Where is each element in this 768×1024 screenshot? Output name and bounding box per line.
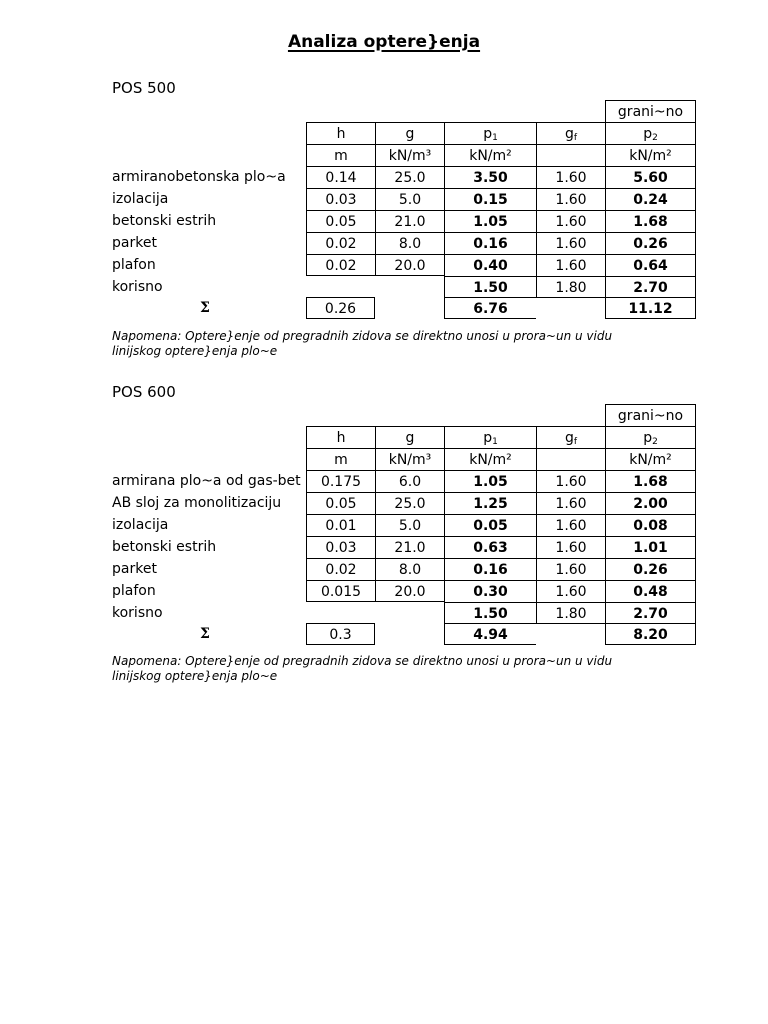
unit-g: kN/m³ (375, 448, 444, 470)
header-h: h (306, 122, 375, 144)
header-p2: $p_2$ (605, 426, 696, 448)
cell-p1: 1.05 (444, 210, 536, 232)
cell-p1: 1.50 (444, 276, 536, 298)
row-label: armiranobetonska plo~a (112, 169, 286, 185)
cell-h: 0.02 (306, 254, 375, 276)
table-row (0, 580, 768, 602)
cell-gf: 1.80 (536, 276, 605, 298)
cell-h: 0.05 (306, 492, 375, 514)
cell-g: 20.0 (375, 580, 444, 602)
cell-p2: 2.70 (605, 602, 696, 624)
unit-p1: kN/m² (444, 144, 536, 166)
row-label: plafon (112, 583, 156, 599)
sum-h: 0.26 (306, 297, 375, 319)
table-row (0, 210, 768, 232)
cell-h: 0.03 (306, 536, 375, 558)
unit-p1: kN/m² (444, 448, 536, 470)
cell-gf: 1.60 (536, 536, 605, 558)
cell-g: 5.0 (375, 188, 444, 210)
table-row (0, 492, 768, 514)
cell-p1: 3.50 (444, 166, 536, 188)
cell-p2: 2.00 (605, 492, 696, 514)
unit-h: m (306, 448, 375, 470)
header-granicno: grani~no (605, 404, 696, 426)
header-gf: $g_f$ (536, 122, 605, 144)
cell-p2: 0.48 (605, 580, 696, 602)
cell-g: 8.0 (375, 232, 444, 254)
header-granicno: grani~no (605, 100, 696, 122)
cell-g: 21.0 (375, 210, 444, 232)
header-row-units (0, 448, 768, 470)
cell-p1: 0.63 (444, 536, 536, 558)
sum-p2: 11.12 (605, 297, 696, 319)
cell-h: 0.03 (306, 188, 375, 210)
sum-p2: 8.20 (605, 623, 696, 645)
cell-p2: 0.64 (605, 254, 696, 276)
cell-p2: 0.24 (605, 188, 696, 210)
cell-g: 6.0 (375, 470, 444, 492)
cell-h: 0.175 (306, 470, 375, 492)
cell-gf: 1.60 (536, 514, 605, 536)
cell-p1: 1.05 (444, 470, 536, 492)
header-row-symbols (0, 122, 768, 144)
header-g: g (375, 122, 444, 144)
cell-g: 5.0 (375, 514, 444, 536)
cell-gf: 1.60 (536, 470, 605, 492)
unit-p2: kN/m² (605, 448, 696, 470)
unit-gf (536, 144, 605, 166)
row-label: izolacija (112, 191, 169, 207)
sum-symbol: Σ (200, 626, 210, 642)
header-h: h (306, 426, 375, 448)
cell-gf: 1.60 (536, 210, 605, 232)
cell-p1: 0.40 (444, 254, 536, 276)
cell-p1: 1.25 (444, 492, 536, 514)
table-row (0, 558, 768, 580)
table-row (0, 232, 768, 254)
note-line: Napomena: Optere}enje od pregradnih zidova se direktno unosi u prora~un u vidu (112, 329, 613, 343)
cell-p1: 0.16 (444, 558, 536, 580)
table-row (0, 470, 768, 492)
note-line: linijskog optere}enja plo~e (112, 344, 278, 358)
unit-h: m (306, 144, 375, 166)
note (112, 654, 672, 684)
cell-g: 25.0 (375, 492, 444, 514)
table-row-sum (0, 623, 768, 645)
sum-symbol: Σ (200, 300, 210, 316)
header-row-granicno (0, 100, 768, 122)
sum-p1: 4.94 (444, 623, 536, 645)
cell-gf: 1.60 (536, 492, 605, 514)
section-title: POS 500 (112, 79, 176, 97)
cell-gf: 1.60 (536, 188, 605, 210)
cell-gf: 1.80 (536, 602, 605, 624)
cell-p2: 1.01 (605, 536, 696, 558)
header-row-symbols (0, 426, 768, 448)
cell-g: 21.0 (375, 536, 444, 558)
cell-h: 0.02 (306, 232, 375, 254)
row-label: betonski estrih (112, 213, 217, 229)
table-row (0, 166, 768, 188)
cell-gf: 1.60 (536, 166, 605, 188)
row-label: parket (112, 235, 157, 251)
cell-p1: 1.50 (444, 602, 536, 624)
row-label: korisno (112, 279, 163, 295)
cell-h: 0.02 (306, 558, 375, 580)
cell-gf: 1.60 (536, 580, 605, 602)
table-row (0, 536, 768, 558)
cell-p2: 0.26 (605, 232, 696, 254)
header-gf: $g_f$ (536, 426, 605, 448)
cell-p2: 0.26 (605, 558, 696, 580)
row-label: plafon (112, 257, 156, 273)
cell-p1: 0.15 (444, 188, 536, 210)
table-row-korisno (0, 602, 768, 624)
cell-p1: 0.30 (444, 580, 536, 602)
section-title: POS 600 (112, 383, 176, 401)
cell-p2: 2.70 (605, 276, 696, 298)
cell-gf: 1.60 (536, 558, 605, 580)
cell-p1: 0.16 (444, 232, 536, 254)
cell-p1: 0.05 (444, 514, 536, 536)
cell-gf: 1.60 (536, 254, 605, 276)
table-row (0, 514, 768, 536)
unit-g: kN/m³ (375, 144, 444, 166)
cell-h: 0.01 (306, 514, 375, 536)
row-label: izolacija (112, 517, 169, 533)
sum-p1: 6.76 (444, 297, 536, 319)
header-row-granicno (0, 404, 768, 426)
row-label: korisno (112, 605, 163, 621)
note-line: linijskog optere}enja plo~e (112, 669, 278, 683)
cell-h: 0.14 (306, 166, 375, 188)
table-row (0, 188, 768, 210)
table-row-sum (0, 297, 768, 319)
page-title: Analiza optere}enja (287, 32, 481, 52)
header-p2: $p_2$ (605, 122, 696, 144)
note-line: Napomena: Optere}enje od pregradnih zidova se direktno unosi u prora~un u vidu (112, 654, 613, 668)
cell-p2: 1.68 (605, 470, 696, 492)
cell-g: 20.0 (375, 254, 444, 276)
header-row-units (0, 144, 768, 166)
cell-g: 8.0 (375, 558, 444, 580)
cell-h: 0.015 (306, 580, 375, 602)
cell-h: 0.05 (306, 210, 375, 232)
header-g: g (375, 426, 444, 448)
unit-gf (536, 448, 605, 470)
cell-gf: 1.60 (536, 232, 605, 254)
header-p1: $p_1$ (444, 122, 536, 144)
header-p1: $p_1$ (444, 426, 536, 448)
row-label: betonski estrih (112, 539, 217, 555)
cell-p2: 5.60 (605, 166, 696, 188)
note (112, 329, 672, 359)
sum-h: 0.3 (306, 623, 375, 645)
unit-p2: kN/m² (605, 144, 696, 166)
cell-p2: 1.68 (605, 210, 696, 232)
row-label: armirana plo~a od gas-bet (112, 473, 301, 489)
row-label: AB sloj za monolitizaciju (112, 495, 282, 511)
table-row-korisno (0, 276, 768, 298)
cell-p2: 0.08 (605, 514, 696, 536)
cell-g: 25.0 (375, 166, 444, 188)
table-row (0, 254, 768, 276)
row-label: parket (112, 561, 157, 577)
